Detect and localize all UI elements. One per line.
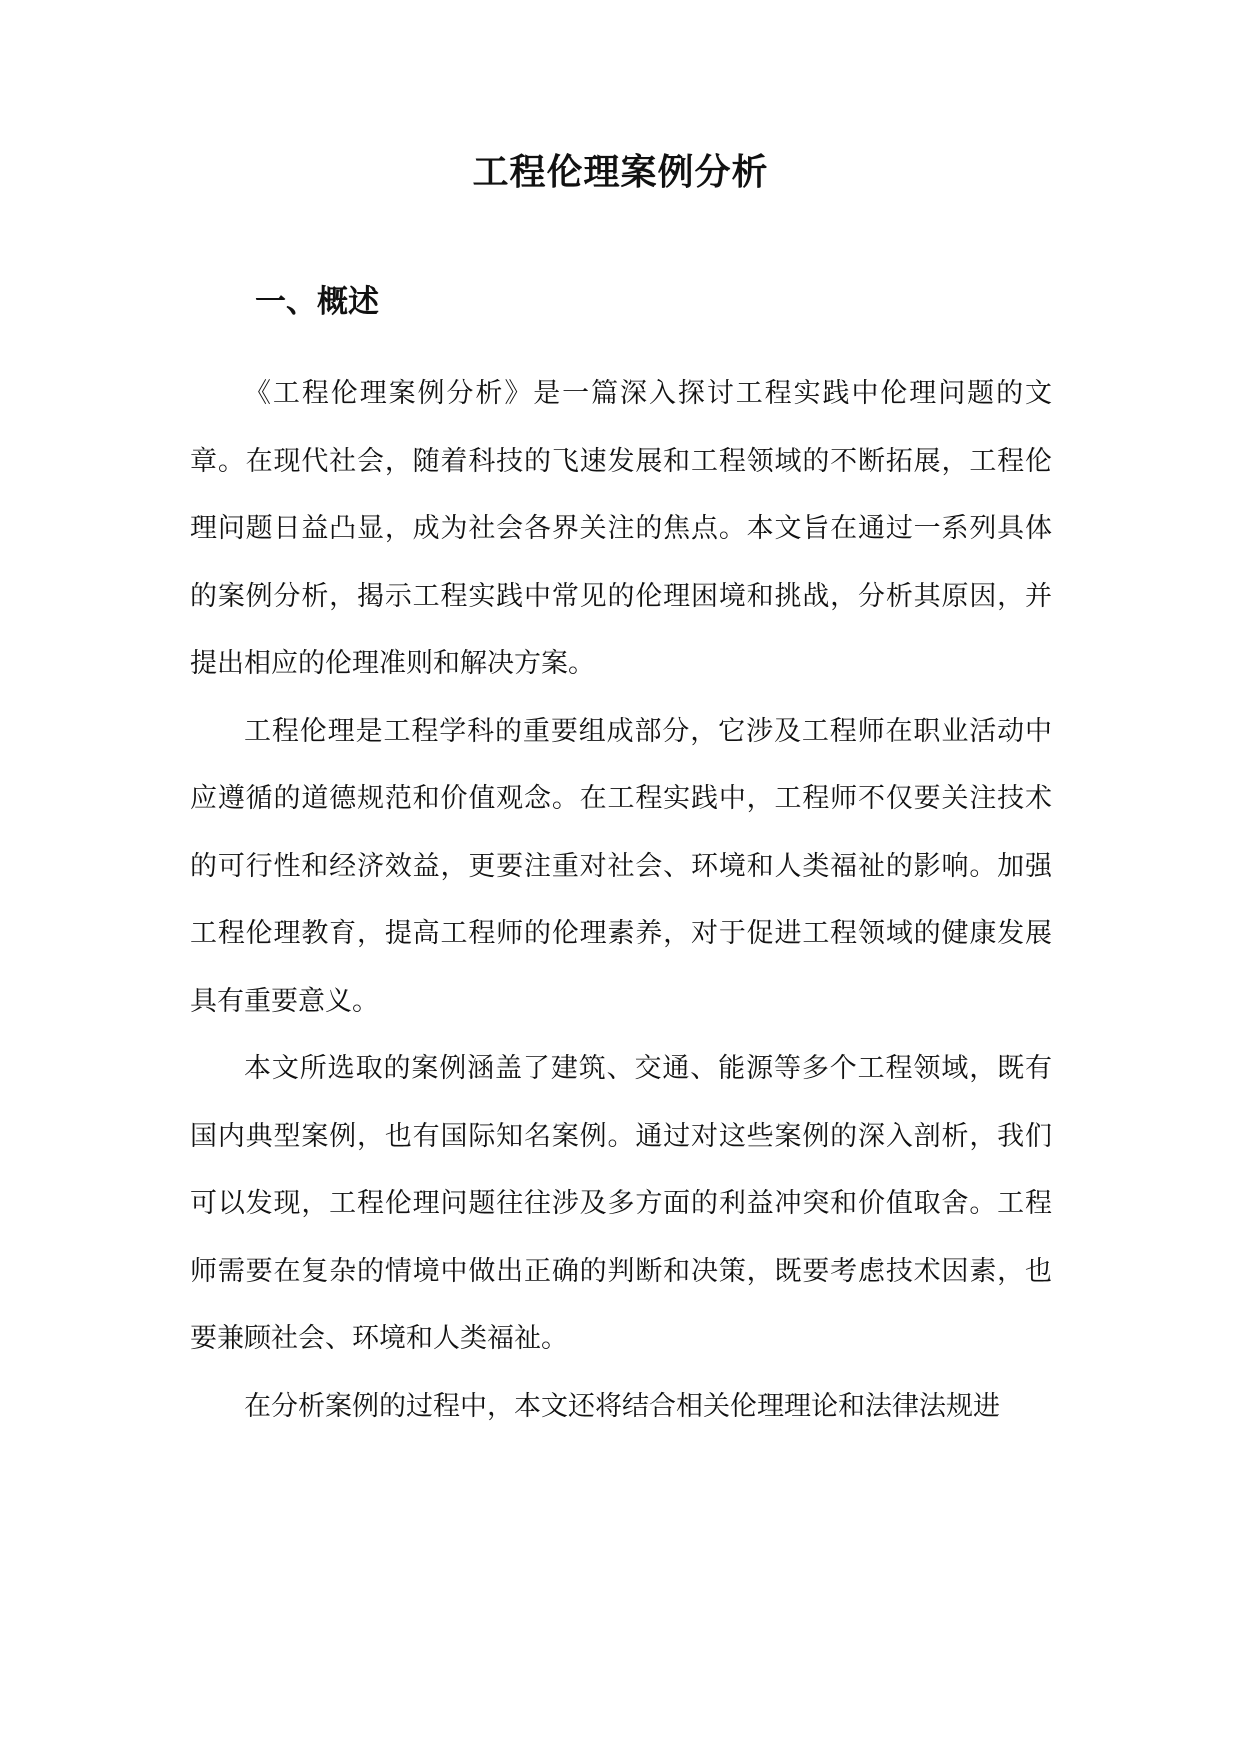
paragraph: 工程伦理是工程学科的重要组成部分，它涉及工程师在职业活动中应遵循的道德规范和价值观念。在工程实践中，工程师不仅要关注技术的可行性和经济效益，更要注重对社会、环境和人类福祉的影响。加强工程伦理教育，提高工程师的伦理素养，对于促进工程领域的健康发展具有重要意义。 (190, 715, 1052, 1017)
document-title: 工程伦理案例分析 (472, 152, 769, 193)
body-text (190, 360, 1052, 1440)
paragraph: 本文所选取的案例涵盖了建筑、交通、能源等多个工程领域，既有国内典型案例，也有国际知名案例。通过对这些案例的深入剖析，我们可以发现，工程伦理问题往往涉及多方面的利益冲突和价值取舍。工程师需要在复杂的情境中做出正确的判断和决策，既要考虑技术因素，也要兼顾社会、环境和人类福祉。 (190, 1053, 1052, 1354)
paragraph: 《工程伦理案例分析》是一篇深入探讨工程实践中伦理问题的文章。在现代社会，随着科技的飞速发展和工程领域的不断拓展，工程伦理问题日益凸显，成为社会各界关注的焦点。本文旨在通过一系列具体的案例分析，揭示工程实践中常见的伦理困境和挑战，分析其原因，并提出相应的伦理准则和解决方案。 (190, 378, 1052, 679)
section-heading: 一、概述 (255, 284, 379, 320)
paragraph: 在分析案例的过程中，本文还将结合相关伦理理论和法律法规进 (244, 1390, 1000, 1422)
